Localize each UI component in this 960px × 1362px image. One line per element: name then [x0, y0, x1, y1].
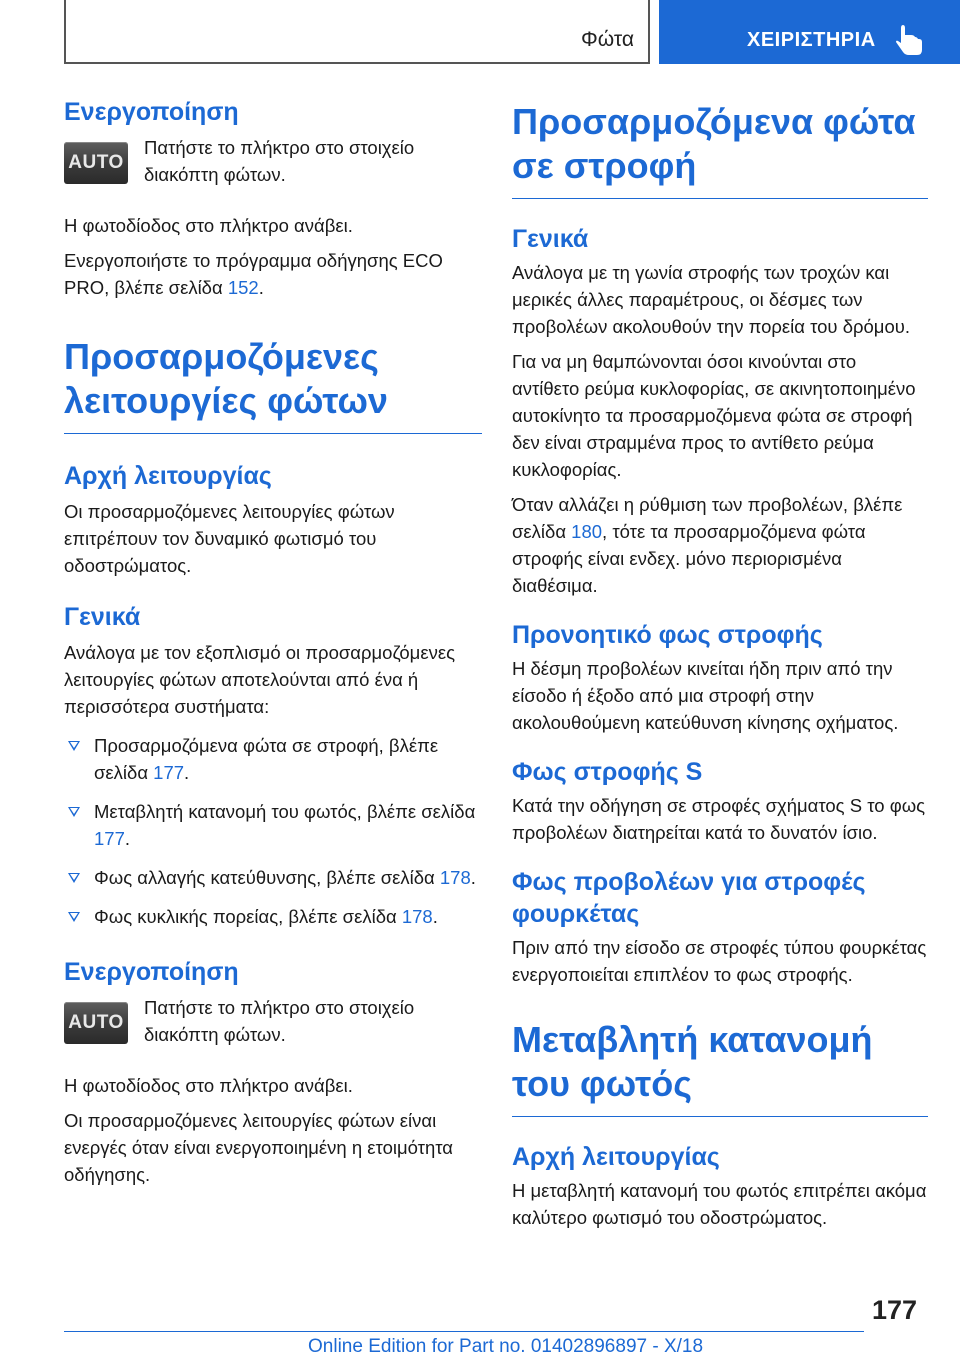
variable-principle-text: Η μεταβλητή κατανομή του φωτός επιτρέπει ακόμα καλύτερο φωτισμό του οδοστρώματος.: [512, 1180, 927, 1228]
ready-text: Οι προσαρμοζόμενες λειτουργίες φώτων είναι ενεργές όταν είναι ενεργοποιημένη η ετοιμότητα οδήγησης.: [64, 1110, 453, 1185]
triangle-bullet-icon: [68, 873, 80, 883]
list-item: Φως αλλαγής κατεύθυνσης, βλέπε σελίδα 178.: [64, 864, 482, 891]
header-section-box: [64, 0, 650, 64]
systems-list: [64, 732, 482, 930]
right-column: [512, 100, 928, 1231]
page-link-152[interactable]: 152: [227, 277, 259, 298]
predictive-text: Η δέσμη προβολέων κινείται ήδη πριν από την είσοδο ή έξοδο από μια στροφή στην ακολουθούμενη κατεύθυνση κίνησης οχήματος.: [512, 658, 899, 733]
hairpin-heading: Φως προβολέων για στροφές φουρκέτας: [512, 868, 866, 928]
footer-edition: Online Edition for Part no. 01402896897 - X/18: [308, 1336, 704, 1357]
curve-p3: Όταν αλλάζει η ρύθμιση των προβολέων, βλέπε σελίδα 180, τότε τα προσαρμοζόμενα φώτα στροφής είναι ενδεχ. μόνο περιορισμένα διαθέσιμα.: [512, 494, 903, 596]
triangle-bullet-icon: [68, 741, 80, 751]
adaptive-lights-heading: Προσαρμοζόμενες λειτουργίες φώτων: [64, 335, 482, 434]
principle-heading: Αρχή λειτουργίας: [64, 462, 272, 490]
chapter-tab[interactable]: [659, 0, 960, 64]
general-heading: Γενικά: [64, 603, 141, 631]
triangle-bullet-icon: [68, 807, 80, 817]
list-item: Μεταβλητή κατανομή του φωτός, βλέπε σελίδα 177.: [64, 798, 482, 852]
principle-text: Οι προσαρμοζόμενες λειτουργίες φώτων επιτρέπουν τον δυναμικό φωτισμό του οδοστρώματος.: [64, 501, 395, 576]
auto-button-text: Πατήστε το πλήκτρο στο στοιχείο διακόπτη φώτων.: [144, 137, 415, 185]
curve-p2: Για να μη θαμπώνονται όσοι κινούνται στο αντίθετο ρεύμα κυκλοφορίας, σε ακινητοποιημένο αυτοκίνητο τα προσαρμοζόμενα φώτα σε στροφή δεν είναι στραμμένα προς το αντίθετο ρεύμα κυκλοφορίας.: [512, 351, 916, 480]
activation-heading: Ενεργοποίηση: [64, 98, 239, 126]
page-link[interactable]: 177: [94, 828, 125, 849]
page-link[interactable]: 177: [153, 762, 185, 783]
variable-light-heading: Μεταβλητή κατανομή του φωτός: [512, 1018, 928, 1117]
auto-button-image: AUTO: [64, 142, 128, 184]
auto-button-text: Πατήστε το πλήκτρο στο στοιχείο διακόπτη φώτων.: [144, 997, 415, 1045]
eco-pro-text: Ενεργοποιήστε το πρόγραμμα οδήγησης ECO PRO, βλέπε σελίδα 152.: [64, 250, 443, 298]
curve-lights-heading: Προσαρμοζόμενα φώτα σε στροφή: [512, 100, 928, 199]
footer-divider: [64, 1331, 864, 1332]
auto-button-instruction-2: [64, 994, 482, 1058]
page-number: 177: [872, 1295, 918, 1325]
general-text: Ανάλογα με τον εξοπλισμό οι προσαρμοζόμενες λειτουργίες φώτων αποτελούνται από ένα ή περισσότερα συστήματα:: [64, 642, 455, 717]
page-link[interactable]: 178: [439, 867, 471, 888]
triangle-bullet-icon: [68, 912, 80, 922]
section-title: Φώτα: [581, 28, 634, 51]
s-curve-text: Κατά την οδήγηση σε στροφές σχήματος S το φως προβολέων διατηρείται κατά το δυνατόν ίσιο.: [512, 795, 926, 843]
page-link[interactable]: 178: [401, 906, 433, 927]
led-text: Η φωτοδίοδος στο πλήκτρο ανάβει.: [64, 215, 353, 236]
curve-general-heading: Γενικά: [512, 225, 589, 253]
led-text-2: Η φωτοδίοδος στο πλήκτρο ανάβει.: [64, 1075, 353, 1096]
hairpin-text: Πριν από την είσοδο σε στροφές τύπου φουρκέτας ενεργοποιείται επιπλέον το φως στροφής.: [512, 937, 927, 985]
auto-button-instruction: [64, 134, 482, 198]
auto-button-image: AUTO: [64, 1002, 128, 1044]
activation-heading-2: Ενεργοποίηση: [64, 958, 239, 986]
hand-pointer-icon: [895, 24, 925, 56]
s-curve-heading: Φως στροφής S: [512, 758, 703, 786]
chapter-title: ΧΕΙΡΙΣΤΗΡΙΑ: [747, 29, 876, 51]
list-item: Προσαρμοζόμενα φώτα σε στροφή, βλέπε σελίδα 177.: [64, 732, 482, 786]
list-item: Φως κυκλικής πορείας, βλέπε σελίδα 178.: [64, 903, 482, 930]
curve-p1: Ανάλογα με τη γωνία στροφής των τροχών και μερικές άλλες παραμέτρους, οι δέσμες των προβολέων ακολουθούν την πορεία του δρόμου.: [512, 262, 911, 337]
predictive-heading: Προνοητικό φως στροφής: [512, 621, 823, 649]
left-column: [64, 96, 482, 1188]
page-link-180[interactable]: 180: [571, 521, 603, 542]
variable-principle-heading: Αρχή λειτουργίας: [512, 1143, 720, 1171]
